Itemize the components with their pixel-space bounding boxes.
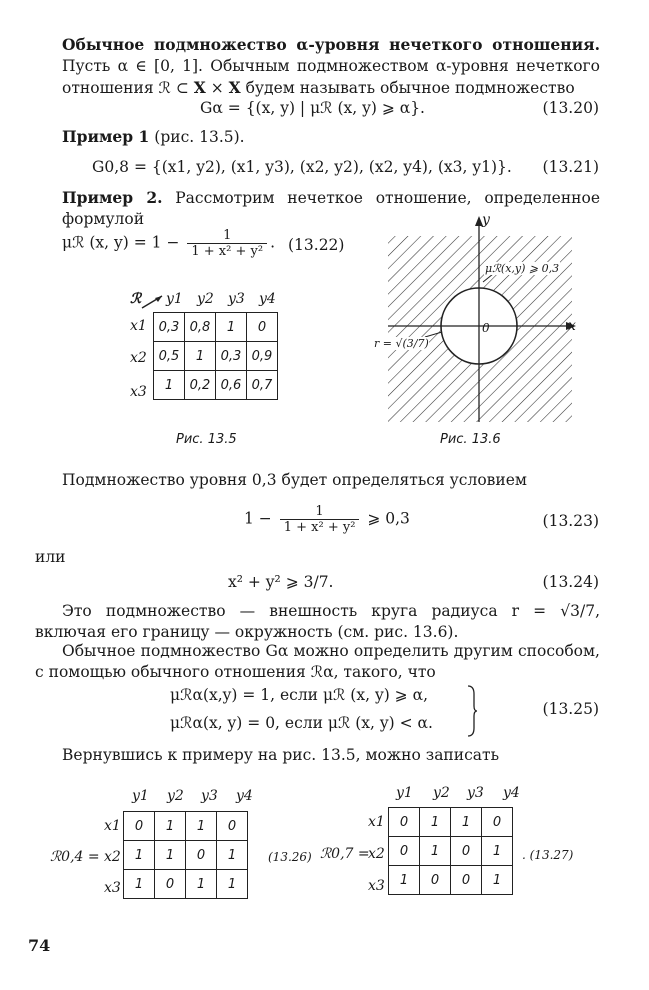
matrix-cell: 0,7 <box>247 371 278 400</box>
other-way-paragraph: Обычное подмножество Gα можно определить другим способом, с помощью обычного отношения ℛα, такого, что <box>35 642 600 681</box>
fig135-corner: ℛ <box>130 291 142 307</box>
fig135-col-1: y2 <box>197 291 214 307</box>
matrix-cell: 0 <box>389 808 420 837</box>
matrix-cell: 0,3 <box>154 313 185 342</box>
m1326-matrix <box>123 811 248 899</box>
fig136-x-label: x <box>568 318 576 334</box>
fig135-row-0: x1 <box>130 318 147 334</box>
example-2-label: Пример 2. <box>62 188 163 207</box>
or-word: или <box>35 548 66 566</box>
matrix-cell: 1 <box>155 812 186 841</box>
fig135-col-3: y4 <box>259 291 276 307</box>
equation-13-25-brace <box>466 684 478 738</box>
table-row <box>124 870 248 899</box>
fig135-row-2: x3 <box>130 384 147 400</box>
matrix-cell: 0 <box>217 812 248 841</box>
m1326-row-2: x3 <box>104 880 121 896</box>
equation-13-24-number: (13.24) <box>542 573 599 591</box>
equation-13-23 <box>244 504 410 535</box>
m1327-row-2: x3 <box>368 878 385 894</box>
matrix-cell: 0 <box>451 837 482 866</box>
matrix-cell: 1 <box>420 837 451 866</box>
eq1322-numerator: 1 <box>187 228 267 244</box>
m1326-col-0: y1 <box>132 788 149 804</box>
m1327-eqno: . (13.27) <box>522 848 574 862</box>
matrix-cell: 1 <box>124 870 155 899</box>
eq1322-fraction <box>187 228 267 259</box>
fig135-col-0: y1 <box>166 291 183 307</box>
matrix-cell: 1 <box>186 812 217 841</box>
fig135-matrix <box>153 312 278 400</box>
equation-13-21: G0,8 = {(x1, y2), (x1, y3), (x2, y2), (x2, y4), (x3, y1)}. <box>92 158 512 176</box>
fig136-plot <box>370 210 590 425</box>
example-1 <box>62 127 245 146</box>
equation-13-20: Gα = {(x, y) | μℛ (x, y) ⩾ α}. <box>200 99 425 117</box>
level-paragraph: Подмножество уровня 0,3 будет определяться условием <box>62 471 527 489</box>
fig135-caption: Рис. 13.5 <box>176 432 237 447</box>
matrix-cell: 0,6 <box>216 371 247 400</box>
m1327-col-0: y1 <box>396 785 413 801</box>
m1326-col-1: y2 <box>167 788 184 804</box>
matrix-cell: 0,8 <box>185 313 216 342</box>
equation-13-21-number: (13.21) <box>542 158 599 176</box>
eq1323-right: ⩾ 0,3 <box>367 509 410 528</box>
return-paragraph: Вернувшись к примеру на рис. 13.5, можно записать <box>62 746 500 764</box>
matrix-cell: 0 <box>389 837 420 866</box>
equation-13-23-number: (13.23) <box>542 512 599 530</box>
matrix-cell: 0 <box>482 808 513 837</box>
m1327-matrix <box>388 807 513 895</box>
matrix-cell: 1 <box>451 808 482 837</box>
matrix-cell: 0,5 <box>154 342 185 371</box>
m1327-row-0: x1 <box>368 814 385 830</box>
matrix-cell: 0,9 <box>247 342 278 371</box>
m1327-row-1: x2 <box>368 846 385 862</box>
section-heading: Обычное подмножество α-уровня нечеткого отношения. <box>62 35 600 54</box>
matrix-cell: 1 <box>389 866 420 895</box>
m1326-col-2: y3 <box>201 788 218 804</box>
matrix-cell: 1 <box>217 841 248 870</box>
m1327-label: ℛ0,7 = <box>320 846 370 862</box>
equation-13-24: x² + y² ⩾ 3/7. <box>228 573 334 591</box>
equation-13-25-line-b: μℛα(x, y) = 0, если μℛ (x, y) < α. <box>170 714 433 732</box>
matrix-cell: 0 <box>124 812 155 841</box>
table-row <box>389 837 513 866</box>
table-row <box>154 313 278 342</box>
matrix-cell: 1 <box>185 342 216 371</box>
table-row <box>124 812 248 841</box>
matrix-cell: 1 <box>186 870 217 899</box>
m1326-eqno: (13.26) <box>268 850 312 864</box>
matrix-cell: 0,3 <box>216 342 247 371</box>
eq1322-left: μℛ (x, y) = 1 − <box>62 233 180 252</box>
eq1322-denominator: 1 + x² + y² <box>191 244 264 259</box>
equation-13-20-number: (13.20) <box>542 99 599 117</box>
matrix-cell: 1 <box>124 841 155 870</box>
matrix-cell: 1 <box>155 841 186 870</box>
table-row <box>389 808 513 837</box>
m1327-col-2: y3 <box>467 785 484 801</box>
example-1-text: (рис. 13.5). <box>154 128 245 146</box>
matrix-cell: 1 <box>482 866 513 895</box>
eq1323-left: 1 − <box>244 509 272 528</box>
table-row <box>124 841 248 870</box>
matrix-cell: 1 <box>420 808 451 837</box>
equation-13-22: μℛ (x, y) = 1 − $\frac{1}{\text{1 + x² + y²}}$ . <box>62 228 275 259</box>
intro-paragraph: Обычное подмножество α-уровня нечеткого отношения. Пусть α ∈ [0, 1]. Обычным подмножеством α-уровня нечеткого отношения ℛ ⊂ X × X будем называть обычное подмножество <box>62 35 600 97</box>
example-2-text: Рассмотрим нечеткое отношение, определенное формулой <box>62 189 600 228</box>
equation-13-25-line-a: μℛα(x,y) = 1, если μℛ (x, y) ⩾ α, <box>170 686 428 704</box>
table-row <box>154 371 278 400</box>
outside-paragraph: Это подмножество — внешность круга радиуса r = √3/7, включая его границу — окружность (см. рис. 13.6). <box>35 602 600 641</box>
m1326-row-0: x1 <box>104 818 121 834</box>
fig135-col-2: y3 <box>228 291 245 307</box>
page-number: 74 <box>28 936 51 955</box>
matrix-cell: 1 <box>217 870 248 899</box>
table-row <box>389 866 513 895</box>
table-row <box>154 342 278 371</box>
matrix-cell: 1 <box>482 837 513 866</box>
equation-13-22-number: (13.22) <box>288 236 345 254</box>
m1326-label: ℛ0,4 = <box>50 849 100 865</box>
eq1323-denominator: 1 + x² + y² <box>283 520 356 535</box>
matrix-cell: 0 <box>155 870 186 899</box>
matrix-cell: 1 <box>216 313 247 342</box>
matrix-cell: 0,2 <box>185 371 216 400</box>
m1326-col-3: y4 <box>236 788 253 804</box>
fig136-caption: Рис. 13.6 <box>440 432 501 447</box>
m1326-row-1: x2 <box>104 849 121 865</box>
fig136-radius-label: r = √(3/7) <box>374 337 429 350</box>
fig135-row-1: x2 <box>130 350 147 366</box>
equation-13-25-number: (13.25) <box>542 700 599 718</box>
fig136-y-label: y <box>482 212 490 228</box>
fig136-origin: 0 <box>482 321 490 335</box>
m1327-col-3: y4 <box>503 785 520 801</box>
matrix-cell: 0 <box>451 866 482 895</box>
fig136-region-label: μℛ(x,y) ⩾ 0,3 <box>485 262 560 275</box>
eq1323-fraction <box>280 504 360 535</box>
matrix-cell: 0 <box>420 866 451 895</box>
fig135-corner-arrow <box>140 292 166 310</box>
example-1-label: Пример 1 <box>62 127 150 146</box>
matrix-cell: 1 <box>154 371 185 400</box>
m1327-col-1: y2 <box>433 785 450 801</box>
matrix-cell: 0 <box>186 841 217 870</box>
matrix-cell: 0 <box>247 313 278 342</box>
eq1323-numerator: 1 <box>280 504 360 520</box>
